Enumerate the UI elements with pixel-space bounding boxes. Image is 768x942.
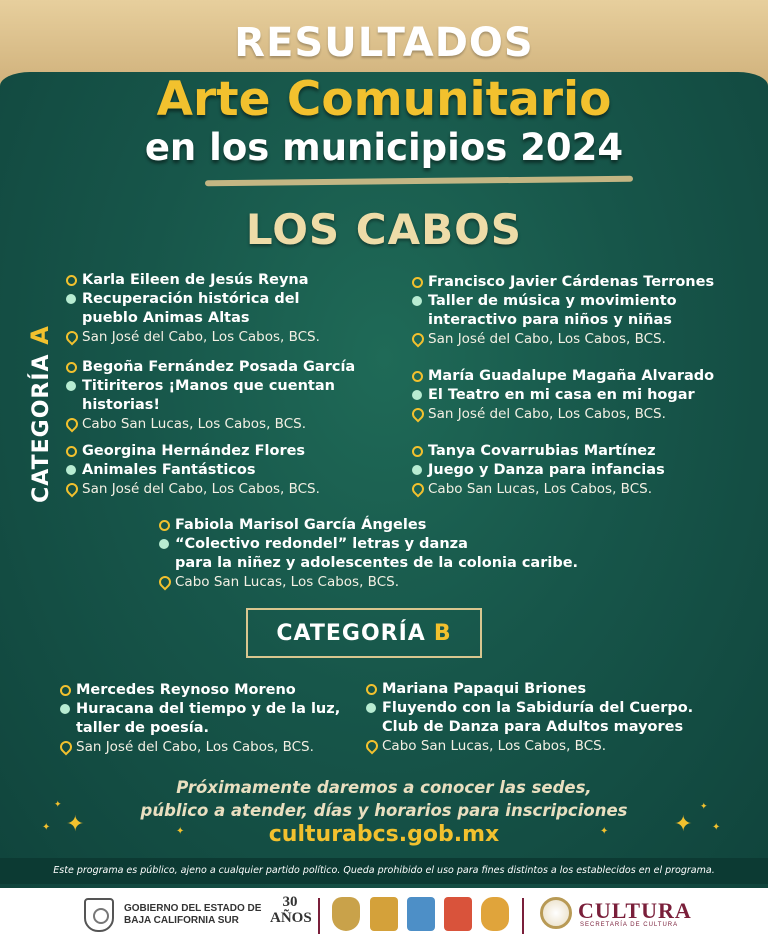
entry-place: San José del Cabo, Los Cabos, BCS.: [428, 406, 666, 422]
entry-name: Begoña Fernández Posada García: [82, 359, 356, 375]
entry-b-1: [58, 681, 358, 757]
sparkle-icon: ✦: [712, 822, 721, 833]
name-ring-icon: [58, 681, 76, 699]
name-ring-icon: [157, 516, 175, 534]
name-ring-icon: [64, 271, 82, 289]
announcement-text: [0, 776, 768, 822]
resultados-heading: RESULTADOS: [234, 20, 534, 66]
website-link[interactable]: culturabcs.gob.mx: [268, 822, 500, 847]
location-pin-icon: [64, 328, 82, 346]
project-dot-icon: [157, 535, 175, 553]
entry-project: El Teatro en mi casa en mi hogar: [428, 387, 695, 403]
entry-a-3: [64, 358, 394, 434]
municipal-logo-icon: [481, 897, 509, 931]
entry-project: Taller de música y movimiento interactivo para niños y niñas: [428, 293, 677, 328]
entry-place: Cabo San Lucas, Los Cabos, BCS.: [175, 574, 399, 590]
project-dot-icon: [58, 700, 76, 718]
location-pin-icon: [410, 330, 428, 348]
aniversario-logo: 30 AÑOS: [270, 894, 312, 926]
categoria-a-letter: A: [26, 325, 54, 345]
location-pin-icon: [157, 573, 175, 591]
entry-place: San José del Cabo, Los Cabos, BCS.: [82, 329, 320, 345]
sparkle-icon: ✦: [700, 802, 708, 812]
gobierno-text: GOBIERNO DEL ESTADO DE BAJA CALIFORNIA SUR: [124, 903, 262, 926]
entry-name: Mercedes Reynoso Moreno: [76, 682, 296, 698]
sparkle-icon: ✦: [42, 822, 51, 833]
project-dot-icon: [64, 377, 82, 395]
entry-a-6: [410, 442, 760, 499]
entry-place: Cabo San Lucas, Los Cabos, BCS.: [82, 416, 306, 432]
location-pin-icon: [58, 738, 76, 756]
location-pin-icon: [64, 415, 82, 433]
municipality-heading: LOS CABOS: [245, 205, 523, 254]
sparkle-icon: ✦: [600, 826, 609, 837]
project-dot-icon: [364, 699, 382, 717]
entry-b-2: [364, 680, 754, 756]
categoria-a-text: CATEGORÍA: [29, 353, 54, 503]
project-dot-icon: [410, 461, 428, 479]
entry-name: Francisco Javier Cárdenas Terrones: [428, 274, 715, 290]
project-dot-icon: [410, 292, 428, 310]
categoria-b-letter: B: [433, 620, 452, 646]
entry-a-5: [64, 442, 394, 499]
name-ring-icon: [64, 358, 82, 376]
divider: [318, 898, 320, 934]
sparkle-icon: ✦: [674, 812, 693, 837]
municipal-logo-icon: [407, 897, 435, 931]
entry-project: Juego y Danza para infancias: [428, 462, 665, 478]
entry-project: Recuperación histórica del pueblo Animas Altas: [82, 291, 300, 326]
name-ring-icon: [410, 442, 428, 460]
name-ring-icon: [410, 367, 428, 385]
categoria-b-text: CATEGORÍA: [276, 620, 426, 646]
disclaimer-bar: Este programa es público, ajeno a cualquier partido político. Queda prohibido el uso para fines distintos a los establecidos en el programa.: [0, 858, 768, 884]
entry-project: “Colectivo redondel” letras y danza para la niñez y adolescentes de la colonia caribe.: [175, 536, 579, 571]
municipal-logo-icon: [444, 897, 472, 931]
cultura-logo-text: CULTURA: [578, 898, 692, 923]
sparkle-icon: ✦: [176, 826, 185, 837]
bcs-crest-icon: [84, 898, 114, 932]
entry-name: Fabiola Marisol García Ángeles: [175, 517, 427, 533]
entry-place: San José del Cabo, Los Cabos, BCS.: [428, 331, 666, 347]
categoria-b-label: [246, 608, 482, 658]
entry-place: Cabo San Lucas, Los Cabos, BCS.: [382, 738, 606, 754]
location-pin-icon: [410, 480, 428, 498]
municipal-logo-icon: [370, 897, 398, 931]
entry-project: Animales Fantásticos: [82, 462, 256, 478]
title-municipios: en los municipios 2024: [144, 126, 624, 169]
entry-project: Titiriteros ¡Manos que cuentan historias!: [82, 378, 335, 413]
entry-name: Karla Eileen de Jesús Reyna: [82, 272, 309, 288]
name-ring-icon: [64, 442, 82, 460]
entry-project: Fluyendo con la Sabiduría del Cuerpo. Club de Danza para Adultos mayores: [382, 700, 694, 735]
location-pin-icon: [64, 480, 82, 498]
cultura-subtitle: SECRETARÍA DE CULTURA: [580, 922, 679, 928]
entry-project: Huracana del tiempo y de la luz, taller de poesía.: [76, 701, 341, 736]
sparkle-icon: ✦: [54, 800, 62, 810]
entry-place: San José del Cabo, Los Cabos, BCS.: [76, 739, 314, 755]
entry-name: Tanya Covarrubias Martínez: [428, 443, 656, 459]
project-dot-icon: [410, 386, 428, 404]
divider: [522, 898, 524, 934]
municipal-crest-icon: [332, 897, 360, 931]
entry-name: Mariana Papaqui Briones: [382, 681, 587, 697]
entry-a-7: [157, 516, 637, 592]
project-dot-icon: [64, 461, 82, 479]
entry-name: Georgina Hernández Flores: [82, 443, 306, 459]
cultura-emblem-icon: [540, 897, 572, 929]
location-pin-icon: [364, 737, 382, 755]
entry-a-4: [410, 367, 760, 424]
entry-place: Cabo San Lucas, Los Cabos, BCS.: [428, 481, 652, 497]
entry-a-1: [64, 271, 394, 347]
project-dot-icon: [64, 290, 82, 308]
location-pin-icon: [410, 405, 428, 423]
entry-place: San José del Cabo, Los Cabos, BCS.: [82, 481, 320, 497]
entry-a-2: [410, 273, 760, 349]
sparkle-icon: ✦: [66, 812, 85, 837]
name-ring-icon: [410, 273, 428, 291]
name-ring-icon: [364, 680, 382, 698]
entry-name: María Guadalupe Magaña Alvarado: [428, 368, 715, 384]
categoria-a-label: [26, 324, 54, 504]
announcement-line-1: Próximamente daremos a conocer las sedes,: [176, 778, 592, 797]
title-arte-comunitario: Arte Comunitario: [156, 72, 612, 127]
announcement-line-2: público a atender, días y horarios para inscripciones: [140, 801, 628, 820]
